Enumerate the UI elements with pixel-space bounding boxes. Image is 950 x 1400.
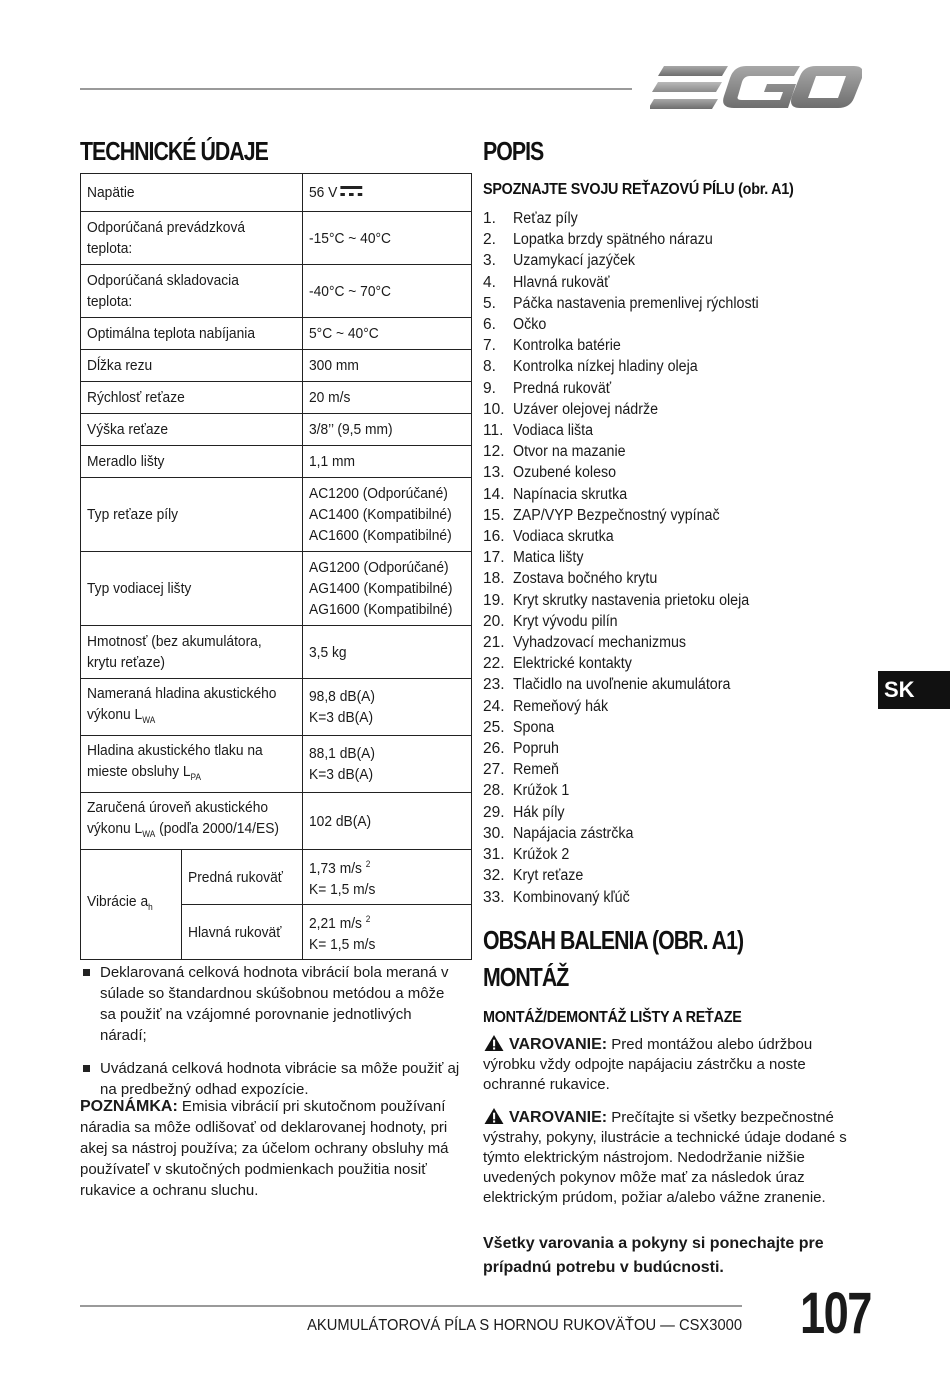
part-name: Kombinovaný kľúč: [513, 888, 630, 906]
part-number: 21.: [483, 634, 505, 652]
part-name: Vodiaca skrutka: [513, 528, 614, 546]
spec-value: AC1600 (Kompatibilné): [308, 527, 452, 544]
list-item: [483, 590, 883, 611]
header-rule: [80, 88, 632, 90]
spec-label: Typ vodiacej lišty: [87, 580, 192, 597]
spec-label: krytu reťaze): [87, 654, 166, 671]
part-name: Popruh: [513, 740, 559, 758]
spec-label: Vibrácie $a_h$: [87, 893, 153, 912]
part-number: 22.: [483, 655, 505, 673]
list-item: [80, 1058, 460, 1100]
table-row: [81, 850, 472, 905]
list-item: [483, 759, 883, 780]
list-item: [483, 208, 883, 229]
ego-logo: [650, 62, 862, 114]
part-number: 25.: [483, 718, 505, 736]
list-item: [483, 378, 883, 399]
section-title-assembly: MONTÁŽ: [483, 962, 569, 992]
spec-value: AG1400 (Kompatibilné): [308, 580, 453, 597]
list-item: [483, 399, 883, 420]
spec-value: 1,73 m/s $^2$: [308, 859, 371, 877]
table-row: [81, 212, 472, 265]
part-number: 3.: [483, 252, 496, 270]
part-number: 15.: [483, 506, 505, 524]
part-name: ZAP/VYP Bezpečnostný vypínač: [513, 506, 720, 524]
list-item: [80, 962, 460, 1046]
spec-label: Predná rukoväť: [187, 868, 283, 886]
list-item: [483, 865, 883, 886]
spec-label: Výška reťaze: [87, 421, 169, 438]
part-number: 4.: [483, 273, 496, 291]
spec-value: -40°C ~ 70°C: [308, 282, 391, 300]
list-item: [483, 780, 883, 801]
part-name: Hák píly: [513, 803, 565, 821]
spec-value: 3,5 kg: [308, 643, 347, 661]
list-item: [483, 526, 883, 547]
list-item: [483, 314, 883, 335]
part-number: 2.: [483, 231, 496, 249]
part-name: Páčka nastavenia premenlivej rýchlosti: [513, 294, 759, 312]
spec-value: 3/8’’ (9,5 mm): [308, 421, 393, 438]
table-row: [81, 478, 472, 552]
spec-value: AC1200 (Odporúčané): [308, 485, 448, 502]
spec-label: Nameraná hladina akustického: [87, 685, 277, 702]
note-paragraph: [80, 1096, 465, 1201]
list-item: [483, 844, 883, 865]
spec-label: výkonu $L_{WA}$ (podľa 2000/14/ES): [87, 820, 279, 839]
spec-value: K= 1,5 m/s: [308, 936, 376, 953]
language-tab: SK: [878, 671, 950, 709]
list-item: [483, 653, 883, 674]
part-name: Kontrolka nízkej hladiny oleja: [513, 358, 698, 376]
list-item: [483, 420, 883, 441]
spec-value: 2,21 m/s $^2$: [308, 914, 371, 932]
part-name: Matica lišty: [513, 549, 584, 567]
spec-value: AC1400 (Kompatibilné): [308, 506, 452, 523]
spec-value: AG1600 (Kompatibilné): [308, 601, 453, 618]
table-row: [81, 626, 472, 679]
part-number: 30.: [483, 824, 505, 842]
spec-value: AG1200 (Odporúčané): [308, 559, 449, 576]
keep-instructions-note: Všetky varovania a pokyny si ponechajte pre prípadnú potrebu v budúcnosti.: [483, 1235, 824, 1276]
bullet-square-icon: [83, 1065, 90, 1072]
part-name: Kryt vývodu pilín: [513, 612, 618, 630]
warning-triangle-icon: [483, 1107, 505, 1125]
table-row: [81, 174, 472, 212]
section-title-technical: TECHNICKÉ ÚDAJE: [80, 136, 268, 166]
warning-text: Prečítajte si všetky bezpečnostné výstrahy, pokyny, ilustrácie a technické údaje dodané s týmto elektrickým nástrojom. Nedodržanie nižšie uvedených pokynov môže mať za následok úraz elektrickým prúdom, požiar a/alebo vážne zranenie.: [483, 1109, 847, 1206]
part-number: 8.: [483, 358, 496, 376]
part-name: Remeňový hák: [513, 697, 609, 715]
spec-value: 98,8 dB(A): [308, 688, 375, 705]
part-name: Krúžok 1: [513, 782, 570, 800]
spec-label: Optimálna teplota nabíjania: [87, 325, 256, 342]
part-number: 9.: [483, 379, 496, 397]
list-item: [483, 674, 883, 695]
list-item: [483, 568, 883, 589]
spec-label: Hladina akustického tlaku na: [87, 742, 263, 759]
list-item: [483, 717, 883, 738]
warning-block-2: [483, 1107, 863, 1208]
spec-label: Odporúčaná prevádzková teplota:: [87, 219, 246, 257]
part-number: 18.: [483, 570, 505, 588]
table-row: [81, 382, 472, 414]
part-name: Reťaz píly: [513, 210, 578, 227]
part-name: Zostava bočného krytu: [513, 570, 658, 588]
list-item: [483, 356, 883, 377]
subtitle-bar-chain: MONTÁŽ/DEMONTÁŽ LIŠTY A REŤAZE: [483, 1009, 742, 1026]
part-name: Uzamykací jazýček: [513, 252, 636, 270]
spec-label: Dĺžka rezu: [87, 357, 153, 374]
spec-label: Zaručená úroveň akustického: [87, 799, 269, 816]
table-row: [81, 446, 472, 478]
part-number: 16.: [483, 528, 505, 546]
part-number: 13.: [483, 464, 505, 482]
part-number: 31.: [483, 846, 505, 864]
list-item: [483, 611, 883, 632]
table-row: [81, 793, 472, 850]
dc-current-icon: [340, 185, 362, 197]
list-item: [483, 250, 883, 271]
part-number: 11.: [483, 422, 504, 440]
warning-block-1: [483, 1034, 863, 1095]
spec-value: K=3 dB(A): [308, 709, 373, 726]
part-name: Elektrické kontakty: [513, 655, 632, 673]
table-row: [81, 350, 472, 382]
list-item: [483, 293, 883, 314]
part-number: 28.: [483, 782, 505, 800]
list-item: [483, 484, 883, 505]
part-number: 7.: [483, 337, 496, 355]
bullet-square-icon: [83, 969, 90, 976]
part-number: 29.: [483, 803, 505, 821]
part-name: Tlačidlo na uvoľnenie akumulátora: [513, 676, 731, 694]
part-name: Otvor na mazanie: [513, 443, 626, 461]
footer-title: AKUMULÁTOROVÁ PÍLA S HORNOU RUKOVÄŤOU — CSX3000: [307, 1317, 742, 1334]
part-name: Hlavná rukoväť: [513, 273, 610, 291]
note-text: Emisia vibrácií pri skutočnom používaní náradia sa môže odlišovať od deklarovanej hodnoty, pri akej sa nástroj používa; za účelom ochrany obsluhy má používateľ v skutočných podmienkach použitia nosiť rukavice a ochranu sluchu.: [80, 1098, 449, 1199]
bullet-text: Uvádzaná celková hodnota vibrácie sa môže použiť aj na predbežný odhad expozície.: [100, 1060, 460, 1098]
spec-value: -15°C ~ 40°C: [308, 229, 391, 247]
note-label: POZNÁMKA:: [80, 1098, 178, 1115]
footer-rule: [80, 1305, 742, 1307]
part-name: Vodiaca lišta: [513, 422, 594, 440]
spec-value: 1,1 mm: [308, 453, 355, 470]
part-number: 5.: [483, 294, 496, 312]
warning-triangle-icon: [483, 1034, 505, 1052]
table-row: [81, 736, 472, 793]
table-row: [81, 679, 472, 736]
list-item: [483, 441, 883, 462]
list-item: [483, 696, 883, 717]
spec-value: 300 mm: [308, 357, 359, 374]
spec-label: výkonu $L_{WA}$: [87, 706, 156, 725]
spec-value: 102 dB(A): [308, 812, 371, 830]
part-number: 24.: [483, 697, 505, 715]
list-item: [483, 632, 883, 653]
part-name: Kontrolka batérie: [513, 337, 621, 355]
part-name: Uzáver olejovej nádrže: [513, 400, 659, 418]
list-item: [483, 335, 883, 356]
part-number: 12.: [483, 443, 505, 461]
spec-value: K=3 dB(A): [308, 766, 373, 783]
list-item: [483, 547, 883, 568]
part-name: Lopatka brzdy spätného nárazu: [513, 231, 713, 249]
spec-label: mieste obsluhy $L_{PA}$: [87, 763, 201, 782]
list-item: [483, 272, 883, 293]
part-number: 14.: [483, 485, 505, 503]
part-name: Očko: [513, 316, 547, 334]
table-row: [81, 265, 472, 318]
part-name: Napínacia skrutka: [513, 485, 628, 503]
part-number: 26.: [483, 740, 505, 758]
part-number: 17.: [483, 549, 505, 567]
table-row: [81, 318, 472, 350]
part-number: 1.: [483, 210, 496, 227]
list-item: [483, 823, 883, 844]
part-number: 19.: [483, 591, 505, 609]
part-name: Krúžok 2: [513, 846, 570, 864]
page-number: 107: [800, 1281, 871, 1346]
spec-label: Napätie: [87, 184, 135, 201]
spec-value: 20 m/s: [308, 389, 351, 406]
part-name: Vyhadzovací mechanizmus: [513, 634, 687, 652]
list-item: [483, 462, 883, 483]
spec-value: 5°C ~ 40°C: [308, 325, 379, 342]
spec-label: Hmotnosť (bez akumulátora,: [87, 633, 262, 650]
part-name: Ozubené koleso: [513, 464, 617, 482]
spec-label: Hlavná rukoväť: [187, 923, 282, 941]
list-item: [483, 505, 883, 526]
section-title-description: POPIS: [483, 136, 544, 166]
list-item: [483, 802, 883, 823]
part-number: 23.: [483, 676, 505, 694]
part-name: Kryt skrutky nastavenia prietoku oleja: [513, 591, 750, 609]
part-number: 10.: [483, 400, 505, 418]
spec-label: Rýchlosť reťaze: [87, 389, 185, 406]
warning-label: VAROVANIE:: [509, 1109, 608, 1126]
part-number: 32.: [483, 867, 505, 885]
part-number: 27.: [483, 761, 505, 779]
table-row: [81, 414, 472, 446]
spec-table: [80, 173, 472, 960]
part-number: 20.: [483, 612, 505, 630]
spec-value: K= 1,5 m/s: [308, 881, 376, 898]
part-number: 6.: [483, 316, 496, 334]
bullet-list: [80, 962, 460, 1112]
spec-label: Meradlo lišty: [87, 453, 165, 470]
part-name: Remeň: [513, 761, 559, 779]
bullet-text: Deklarovaná celková hodnota vibrácií bola meraná v súlade so štandardnou skúšobnou metódou a môže sa použiť na vzájomné porovnanie jednotlivých náradí;: [100, 964, 449, 1044]
spec-value: 56 V: [308, 184, 338, 201]
parts-list: [483, 208, 883, 908]
part-number: 33.: [483, 888, 505, 906]
part-name: Spona: [513, 718, 555, 736]
list-item: [483, 229, 883, 250]
part-name: Kryt reťaze: [513, 867, 584, 885]
part-name: Napájacia zástrčka: [513, 824, 634, 842]
subtitle-know-your-saw: SPOZNAJTE SVOJU REŤAZOVÚ PÍLU (obr. A1): [483, 181, 794, 198]
section-title-package: OBSAH BALENIA (OBR. A1): [483, 925, 744, 955]
spec-label: Typ reťaze píly: [87, 506, 179, 523]
list-item: [483, 738, 883, 759]
warning-label: VAROVANIE:: [509, 1036, 608, 1053]
warning-text: Pred montážou alebo údržbou výrobku vždy odpojte napájaciu zástrčku a noste ochranné rukavice.: [483, 1036, 813, 1093]
part-name: Predná rukoväť: [513, 379, 612, 397]
spec-label: Odporúčaná skladovacia teplota:: [87, 272, 239, 310]
list-item: [483, 887, 883, 908]
table-row: [81, 552, 472, 626]
spec-value: 88,1 dB(A): [308, 745, 375, 762]
